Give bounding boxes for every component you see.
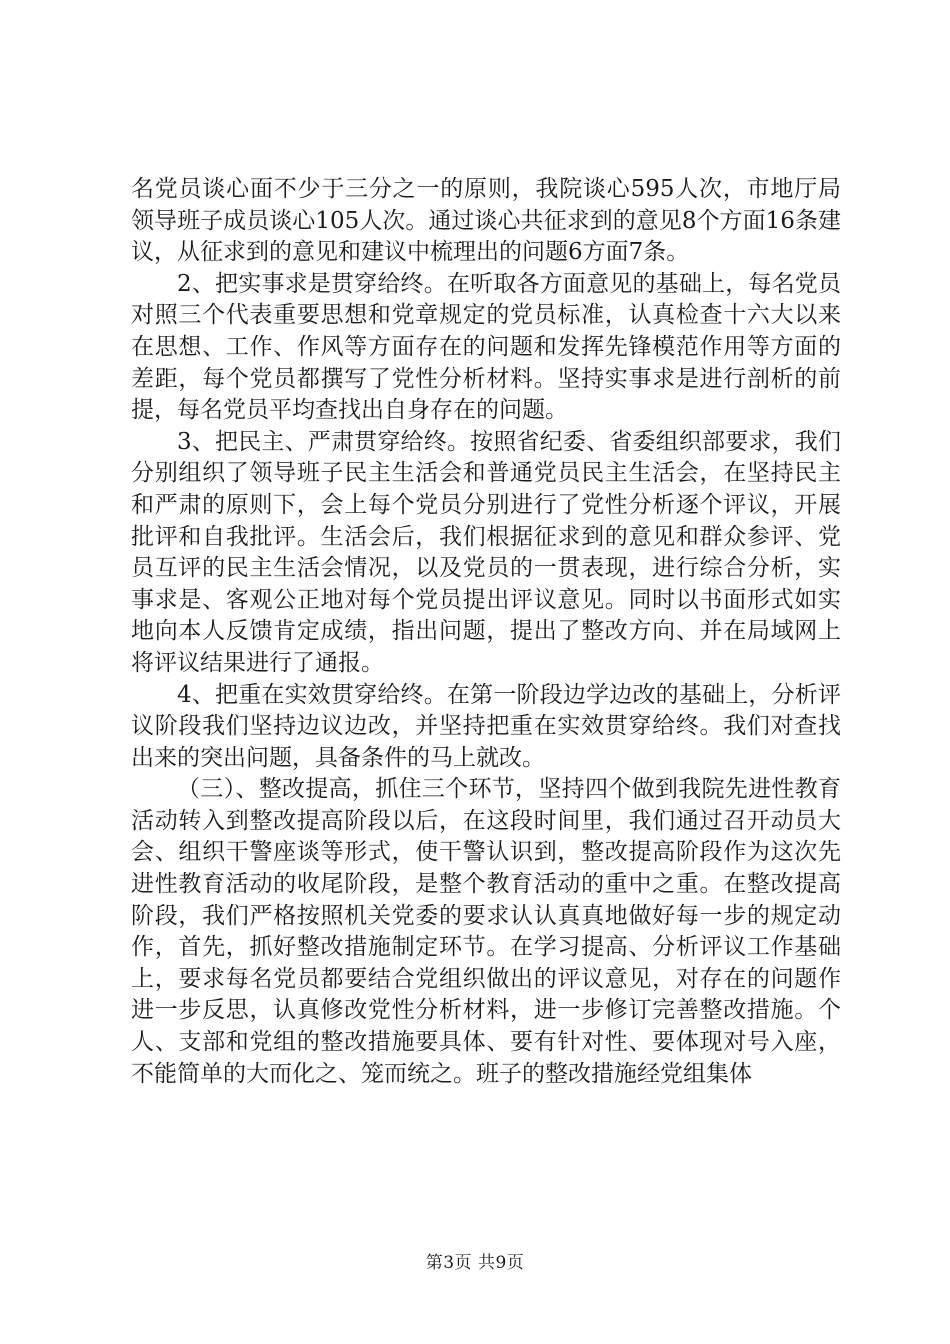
paragraph-item-4: 4、把重在实效贯穿给终。在第一阶段边学边改的基础上，分析评议阶段我们坚持边议边改，并坚持把重在实效贯穿给终。我们对查找出来的突出问题，具备条件的马上就改。: [131, 681, 841, 771]
page-number-footer: 第3页 共9页: [425, 1253, 525, 1273]
paragraph-continuation: 名党员谈心面不少于三分之一的原则，我院谈心595人次，市地厅局领导班子成员谈心105人次。通过谈心共征求到的意见8个方面16条建议，从征求到的意见和建议中梳理出的问题6方面7条。: [131, 176, 841, 266]
paragraph-item-3: 3、把民主、严肃贯穿给终。按照省纪委、省委组织部要求，我们分别组织了领导班子民主生活会和普通党员民主生活会，在坚持民主和严肃的原则下，会上每个党员分别进行了党性分析逐个评议，开展批评和自我批评。生活会后，我们根据征求到的意见和群众参评、党员互评的民主生活会情况，以及党员的一贯表现，进行综合分析，实事求是、客观公正地对每个党员提出评议意见。同时以书面形式如实地向本人反馈肯定成绩，指出问题，提出了整改方向、并在局域网上将评议结果进行了通报。: [131, 428, 841, 676]
document-body: [131, 174, 841, 1090]
paragraph-section-3: （三）、整改提高，抓住三个环节，坚持四个做到我院先进性教育活动转入到整改提高阶段以后，在这段时间里，我们通过召开动员大会、组织干警座谈等形式，使干警认识到，整改提高阶段作为这次先进性教育活动的收尾阶段，是整个教育活动的重中之重。在整改提高阶段，我们严格按照机关党委的要求认认真真地做好每一步的规定动作，首先，抓好整改措施制定环节。在学习提高、分析评议工作基础上，要求每名党员都要结合党组织做出的评议意见，对存在的问题作进一步反思，认真修改党性分析材料，进一步修订完善整改措施。个人、支部和党组的整改措施要具体、要有针对性、要体现对号入座，不能简单的大而化之、笼而统之。班子的整改措施经党组集体: [131, 776, 841, 1087]
paragraph-item-2: 2、把实事求是贯穿给终。在听取各方面意见的基础上，每名党员对照三个代表重要思想和党章规定的党员标准，认真检查十六大以来在思想、工作、作风等方面存在的问题和发挥先锋模范作用等方面的差距，每个党员都撰写了党性分析材料。坚持实事求是进行剖析的前提，每名党员平均查找出自身存在的问题。: [131, 270, 841, 424]
